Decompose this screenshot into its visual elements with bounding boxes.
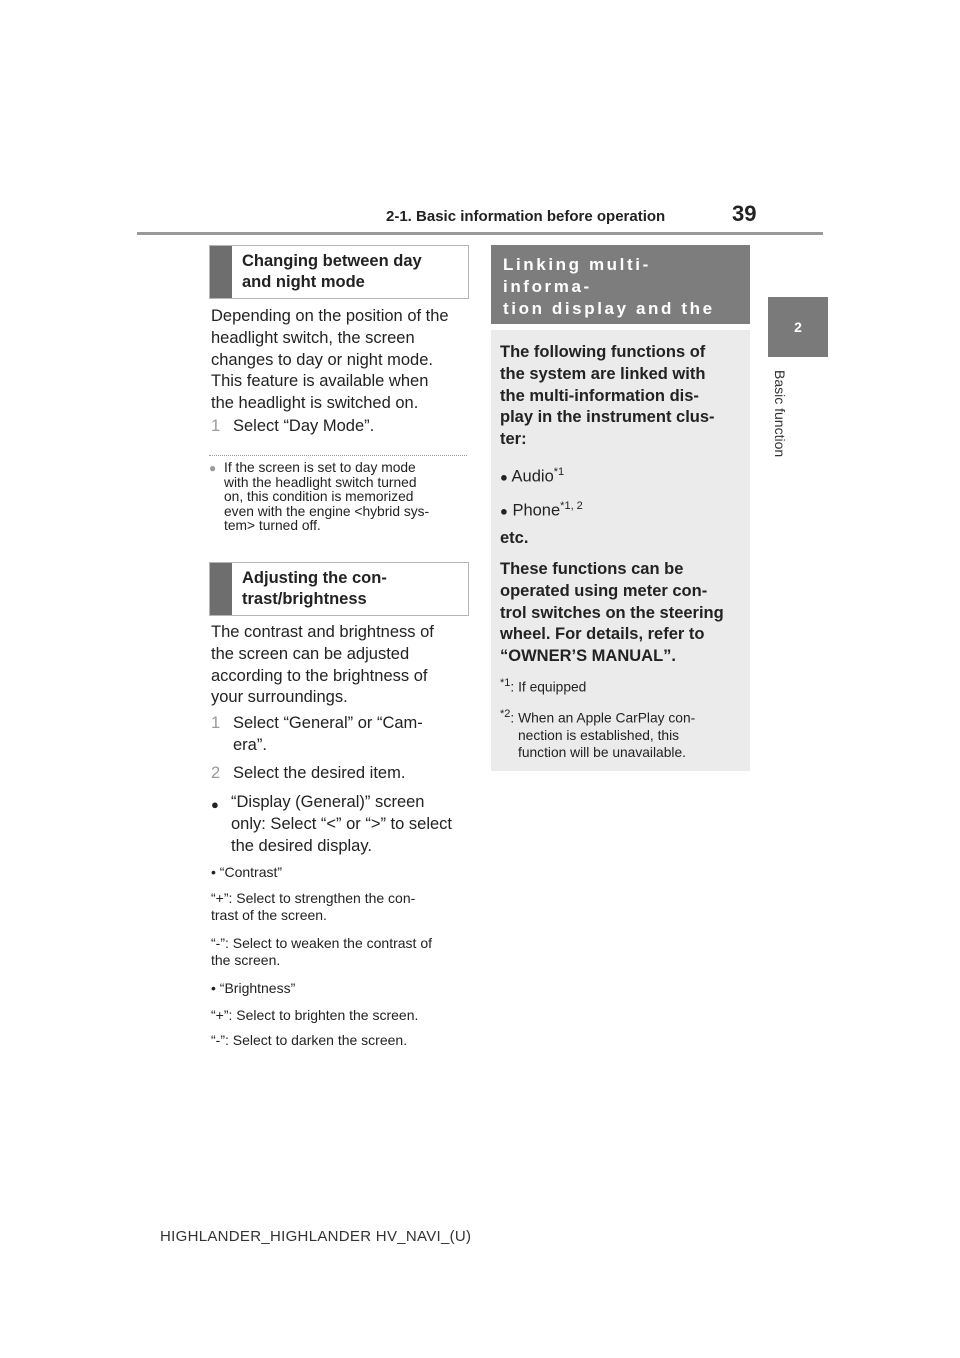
bullet-icon: ● bbox=[211, 797, 219, 812]
linking-info-panel bbox=[491, 330, 750, 771]
footnote-text: : When an Apple CarPlay con- bbox=[510, 710, 696, 726]
note-line: even with the engine <hybrid sys- bbox=[224, 503, 430, 519]
step-text: Select “Day Mode”. bbox=[233, 417, 375, 435]
bullet-line: “Display (General)” screen bbox=[231, 793, 425, 811]
desc-line: the screen. bbox=[211, 951, 281, 968]
step-number: 1 bbox=[211, 714, 221, 732]
function-name: Audio bbox=[511, 467, 554, 486]
footnote-mark: *1 bbox=[500, 677, 511, 689]
note-dot-icon: ● bbox=[209, 461, 217, 475]
note-line: on, this condition is memorized bbox=[224, 489, 414, 505]
banner-line: Linking multi-informa- bbox=[503, 255, 651, 296]
note-line: with the headlight switch turned bbox=[224, 474, 417, 490]
panel-description bbox=[500, 559, 745, 668]
footnote-ref: *1 bbox=[553, 466, 565, 478]
header-rule bbox=[137, 232, 823, 235]
bullet-icon: ● bbox=[500, 469, 508, 485]
footnote-text: function will be unavailable. bbox=[518, 744, 686, 760]
banner-line: tion display and the bbox=[503, 299, 715, 318]
heading-line: and night mode bbox=[242, 273, 365, 291]
chapter-label: Basic function bbox=[772, 370, 788, 458]
note-day-mode bbox=[209, 461, 467, 534]
paragraph-line: your surroundings. bbox=[211, 688, 348, 707]
step-number: 2 bbox=[211, 764, 221, 782]
contrast-paragraph bbox=[211, 622, 471, 709]
section-banner-linking bbox=[491, 245, 750, 324]
intro-line: the system are linked with bbox=[500, 364, 706, 383]
etc-label: etc. bbox=[500, 529, 529, 547]
footnote-mark: *2 bbox=[500, 708, 511, 720]
step-1-general-camera bbox=[211, 713, 471, 757]
function-name: Phone bbox=[512, 501, 561, 520]
desc-line: These functions can be bbox=[500, 560, 684, 578]
chapter-label-wrap bbox=[770, 370, 794, 490]
desc-line: “+”: Select to strengthen the con- bbox=[211, 890, 416, 906]
paragraph-line: the headlight is switched on. bbox=[211, 394, 419, 413]
paragraph-line: according to the brightness of bbox=[211, 666, 428, 685]
desc-line: trol switches on the steering bbox=[500, 603, 724, 622]
intro-line: the multi-information dis- bbox=[500, 386, 699, 405]
step-text: Select the desired item. bbox=[233, 764, 406, 782]
footnote-1 bbox=[500, 675, 745, 696]
step-1-day-mode bbox=[211, 416, 471, 438]
desc-line: operated using meter con- bbox=[500, 581, 708, 600]
note-line: tem> turned off. bbox=[224, 518, 321, 534]
bullet-line: the desired display. bbox=[231, 836, 372, 855]
desc-line: “-”: Select to weaken the contrast of bbox=[211, 935, 432, 951]
desc-line: trast of the screen. bbox=[211, 906, 327, 923]
panel-intro bbox=[500, 342, 745, 451]
brightness-item: • “Brightness” bbox=[211, 980, 296, 996]
function-item-audio bbox=[500, 462, 564, 488]
footnote-text: nection is established, this bbox=[518, 727, 680, 743]
section-title: 2-1. Basic information before operation bbox=[386, 208, 666, 225]
paragraph-line: changes to day or night mode. bbox=[211, 350, 433, 369]
note-line: If the screen is set to day mode bbox=[224, 460, 416, 475]
heading-bar bbox=[210, 563, 232, 615]
brightness-minus-desc: “-”: Select to darken the screen. bbox=[211, 1032, 408, 1048]
footnote-text: : If equipped bbox=[510, 679, 587, 695]
paragraph-line: the screen can be adjusted bbox=[211, 644, 410, 663]
footer-model: HIGHLANDER_HIGHLANDER HV_NAVI_(U) bbox=[160, 1228, 472, 1245]
day-night-paragraph bbox=[211, 306, 471, 415]
paragraph-line: This feature is available when bbox=[211, 372, 429, 391]
paragraph-line: The contrast and brightness of bbox=[211, 623, 434, 641]
step-text: era”. bbox=[233, 735, 267, 754]
step-number: 1 bbox=[211, 417, 221, 435]
contrast-plus-desc bbox=[211, 890, 473, 923]
heading-bar bbox=[210, 246, 232, 298]
bullet-icon: ● bbox=[500, 503, 508, 519]
desc-line: “OWNER’S MANUAL”. bbox=[500, 647, 676, 666]
step-2-desired-item bbox=[211, 763, 471, 785]
page-number: 39 bbox=[732, 201, 757, 226]
intro-line: The following functions of bbox=[500, 343, 706, 361]
function-item-phone bbox=[500, 496, 583, 522]
contrast-minus-desc bbox=[211, 935, 473, 968]
heading-line: trast/brightness bbox=[242, 590, 367, 608]
intro-line: ter: bbox=[500, 430, 527, 449]
intro-line: play in the instrument clus- bbox=[500, 408, 715, 427]
section-heading-contrast bbox=[209, 562, 469, 616]
footnote-2 bbox=[500, 706, 745, 761]
footnote-ref: *1, 2 bbox=[560, 500, 583, 512]
bullet-line: only: Select “<” or “>” to select bbox=[231, 814, 453, 833]
display-general-bullet bbox=[211, 792, 473, 857]
paragraph-line: headlight switch, the screen bbox=[211, 328, 415, 347]
heading-line: Adjusting the con- bbox=[242, 569, 387, 587]
desc-line: wheel. For details, refer to bbox=[500, 625, 705, 644]
brightness-plus-desc: “+”: Select to brighten the screen. bbox=[211, 1007, 419, 1023]
section-heading-day-night bbox=[209, 245, 469, 299]
step-text: Select “General” or “Cam- bbox=[233, 714, 423, 732]
note-divider bbox=[209, 455, 467, 456]
chapter-tab bbox=[768, 297, 828, 357]
heading-line: Changing between day bbox=[242, 252, 422, 270]
chapter-number: 2 bbox=[794, 319, 802, 335]
contrast-item: • “Contrast” bbox=[211, 864, 283, 880]
paragraph-line: Depending on the position of the bbox=[211, 307, 449, 325]
